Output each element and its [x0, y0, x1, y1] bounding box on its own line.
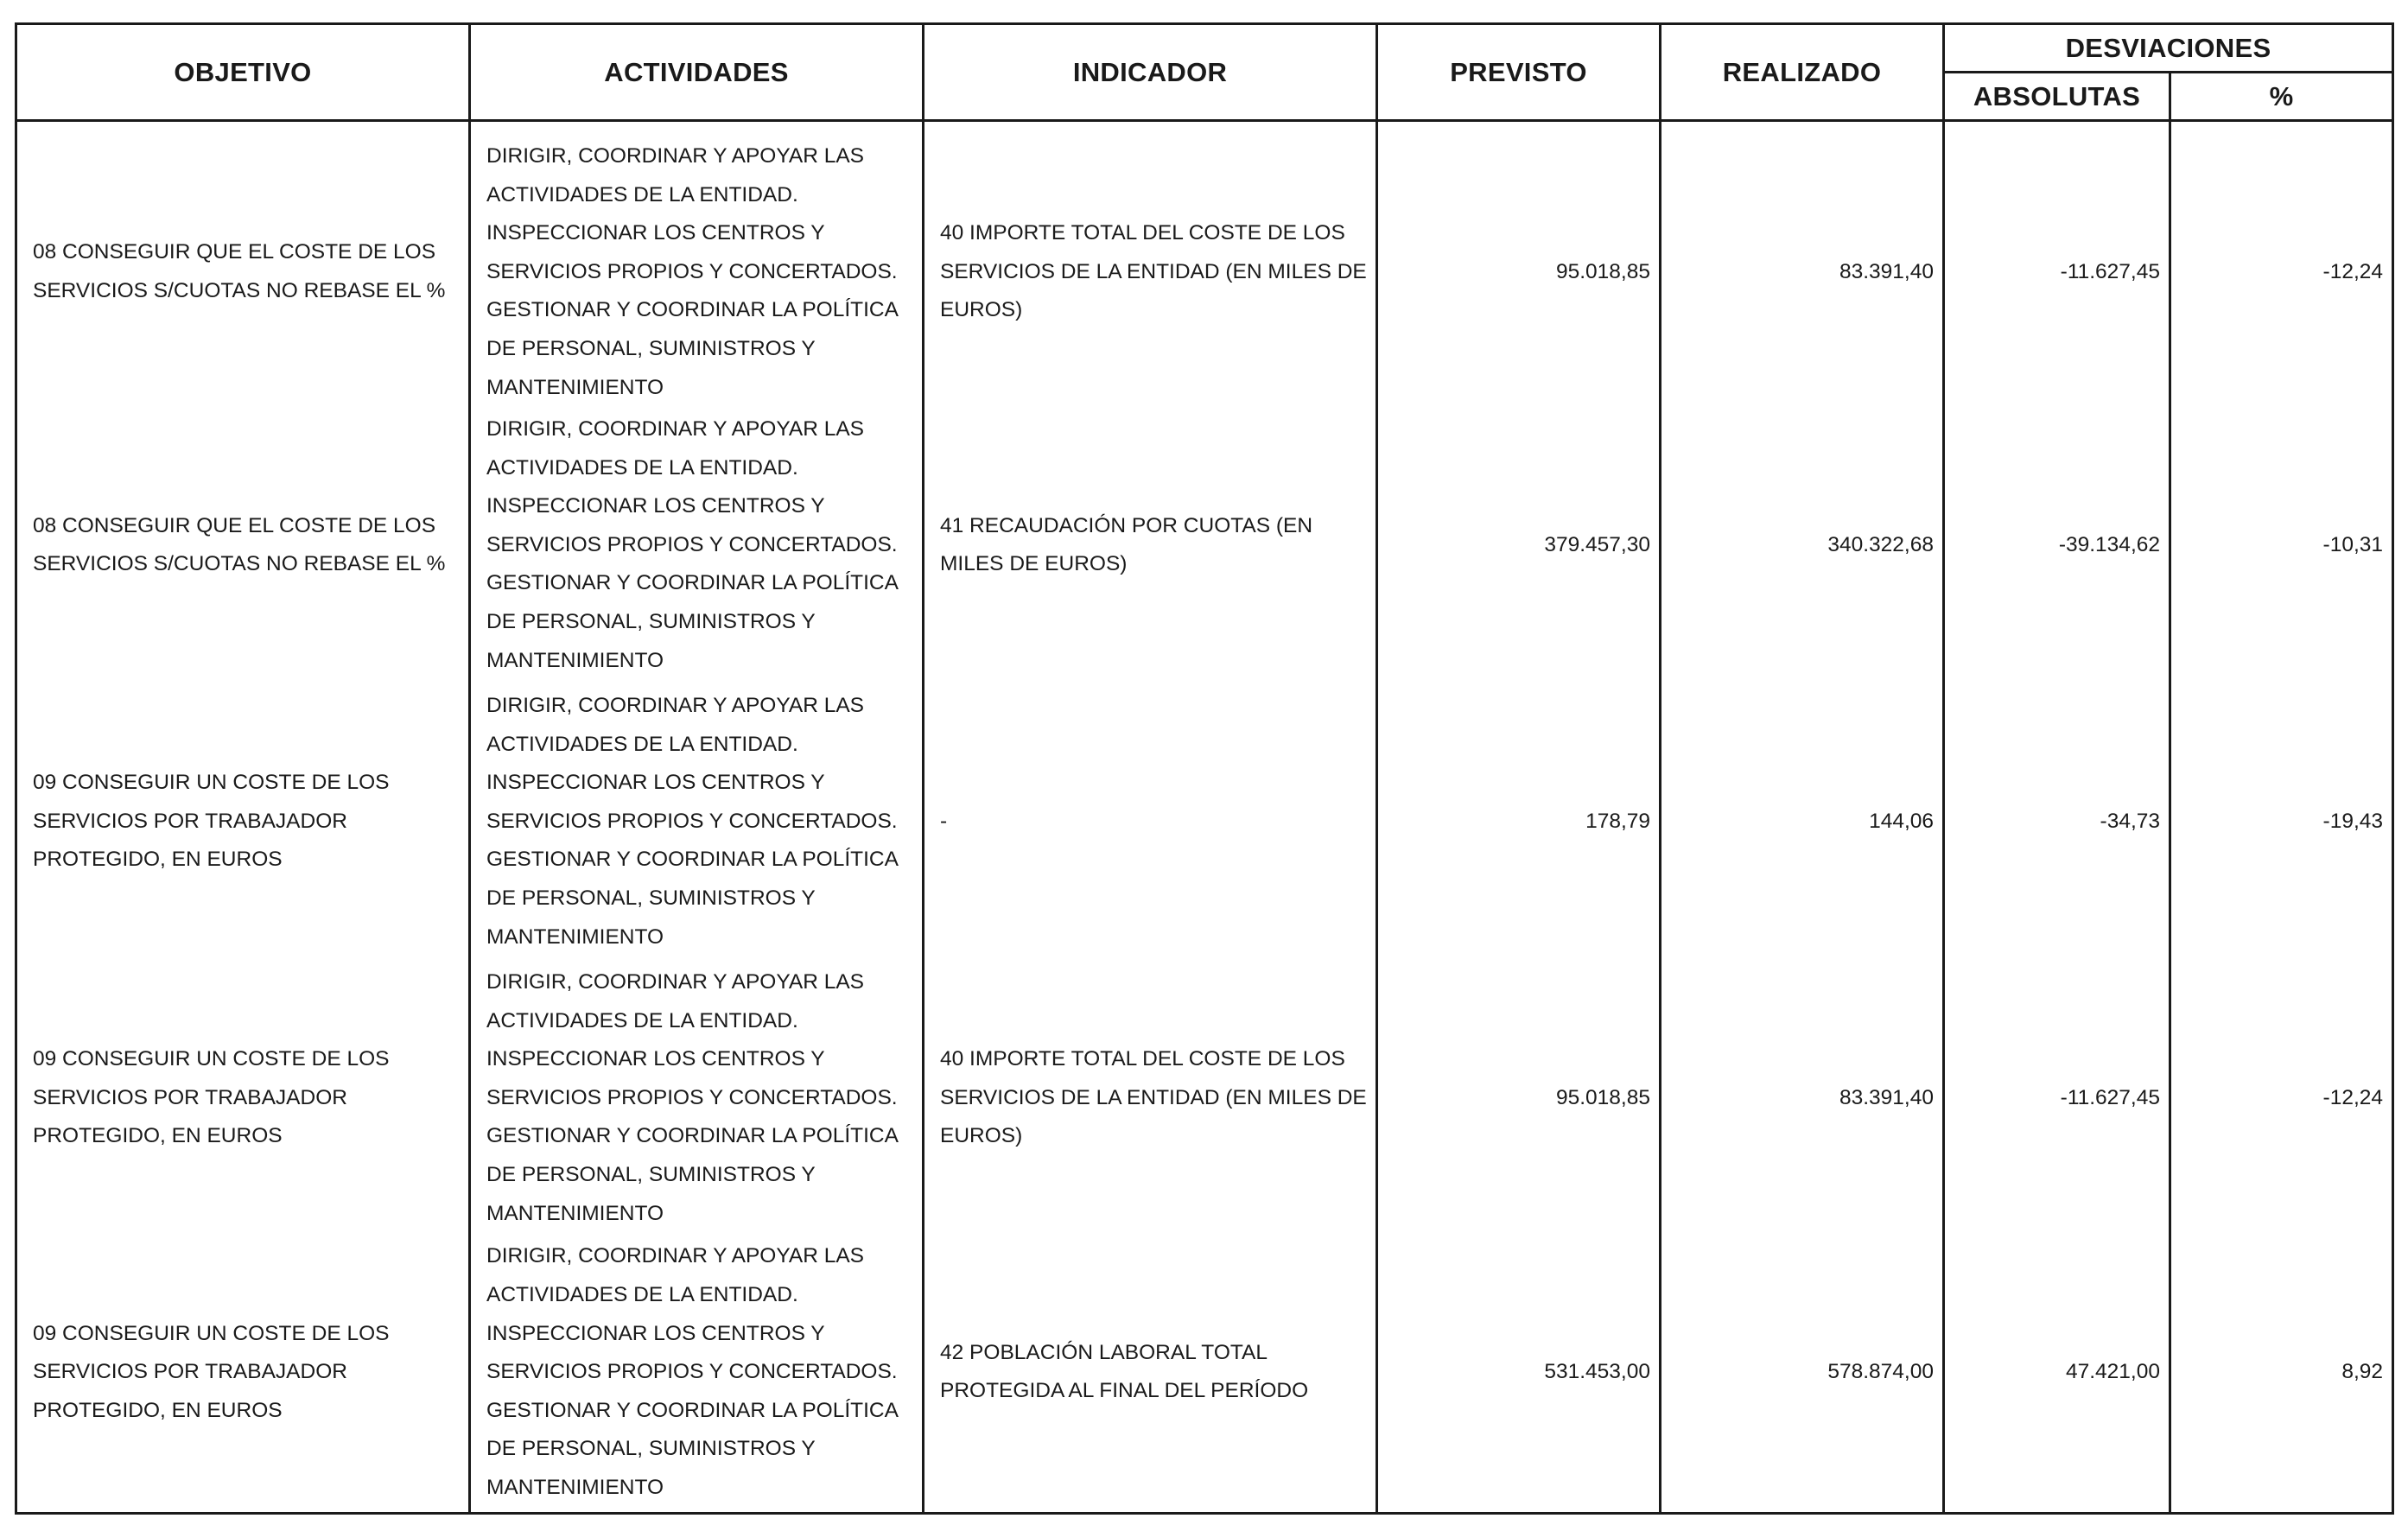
header-actividades: ACTIVIDADES	[470, 24, 924, 121]
cell-previsto: 95.018,85	[1377, 121, 1661, 408]
table-row	[16, 683, 2393, 960]
cell-previsto: 178,79	[1377, 683, 1661, 960]
cell-indicador: 41 RECAUDACIÓN POR CUOTAS (EN MILES DE EUROS)	[924, 407, 1377, 683]
cell-indicador: -	[924, 683, 1377, 960]
table-row	[16, 1236, 2393, 1513]
cell-previsto: 379.457,30	[1377, 407, 1661, 683]
table-row	[16, 121, 2393, 408]
cell-porcentaje: -12,24	[2170, 121, 2393, 408]
table-row	[16, 960, 2393, 1236]
cell-porcentaje: -19,43	[2170, 683, 2393, 960]
cell-porcentaje: -10,31	[2170, 407, 2393, 683]
header-desviaciones: DESVIACIONES	[1944, 24, 2393, 73]
header-indicador: INDICADOR	[924, 24, 1377, 121]
cell-objetivo: 09 CONSEGUIR UN COSTE DE LOS SERVICIOS POR TRABAJADOR PROTEGIDO, EN EUROS	[16, 683, 470, 960]
cell-actividades: DIRIGIR, COORDINAR Y APOYAR LAS ACTIVIDADES DE LA ENTIDAD. INSPECCIONAR LOS CENTROS Y SERVICIOS PROPIOS Y CONCERTADOS. GESTIONAR Y COORDINAR LA POLÍTICA DE PERSONAL, SUMINISTROS Y MANTENIMIENTO	[470, 121, 924, 408]
header-porcentaje: %	[2170, 73, 2393, 121]
cell-realizado: 83.391,40	[1661, 960, 1944, 1236]
cell-objetivo: 08 CONSEGUIR QUE EL COSTE DE LOS SERVICIOS S/CUOTAS NO REBASE EL %	[16, 121, 470, 408]
cell-realizado: 340.322,68	[1661, 407, 1944, 683]
cell-actividades: DIRIGIR, COORDINAR Y APOYAR LAS ACTIVIDADES DE LA ENTIDAD. INSPECCIONAR LOS CENTROS Y SERVICIOS PROPIOS Y CONCERTADOS. GESTIONAR Y COORDINAR LA POLÍTICA DE PERSONAL, SUMINISTROS Y MANTENIMIENTO	[470, 960, 924, 1236]
cell-absolutas: -34,73	[1944, 683, 2170, 960]
cell-previsto: 531.453,00	[1377, 1236, 1661, 1513]
table-body	[16, 121, 2393, 1514]
cell-objetivo: 09 CONSEGUIR UN COSTE DE LOS SERVICIOS POR TRABAJADOR PROTEGIDO, EN EUROS	[16, 960, 470, 1236]
header-row-top	[16, 24, 2393, 73]
header-realizado: REALIZADO	[1661, 24, 1944, 121]
objectives-table	[15, 22, 2394, 1515]
table-row	[16, 407, 2393, 683]
cell-realizado: 83.391,40	[1661, 121, 1944, 408]
header-objetivo: OBJETIVO	[16, 24, 470, 121]
cell-porcentaje: -12,24	[2170, 960, 2393, 1236]
header-absolutas: ABSOLUTAS	[1944, 73, 2170, 121]
cell-actividades: DIRIGIR, COORDINAR Y APOYAR LAS ACTIVIDADES DE LA ENTIDAD. INSPECCIONAR LOS CENTROS Y SERVICIOS PROPIOS Y CONCERTADOS. GESTIONAR Y COORDINAR LA POLÍTICA DE PERSONAL, SUMINISTROS Y MANTENIMIENTO	[470, 1236, 924, 1513]
cell-absolutas: -11.627,45	[1944, 121, 2170, 408]
cell-porcentaje: 8,92	[2170, 1236, 2393, 1513]
cell-actividades: DIRIGIR, COORDINAR Y APOYAR LAS ACTIVIDADES DE LA ENTIDAD. INSPECCIONAR LOS CENTROS Y SERVICIOS PROPIOS Y CONCERTADOS. GESTIONAR Y COORDINAR LA POLÍTICA DE PERSONAL, SUMINISTROS Y MANTENIMIENTO	[470, 407, 924, 683]
cell-absolutas: -11.627,45	[1944, 960, 2170, 1236]
cell-objetivo: 09 CONSEGUIR UN COSTE DE LOS SERVICIOS POR TRABAJADOR PROTEGIDO, EN EUROS	[16, 1236, 470, 1513]
cell-actividades: DIRIGIR, COORDINAR Y APOYAR LAS ACTIVIDADES DE LA ENTIDAD. INSPECCIONAR LOS CENTROS Y SERVICIOS PROPIOS Y CONCERTADOS. GESTIONAR Y COORDINAR LA POLÍTICA DE PERSONAL, SUMINISTROS Y MANTENIMIENTO	[470, 683, 924, 960]
cell-indicador: 40 IMPORTE TOTAL DEL COSTE DE LOS SERVICIOS DE LA ENTIDAD (EN MILES DE EUROS)	[924, 960, 1377, 1236]
table-header	[16, 24, 2393, 121]
cell-absolutas: 47.421,00	[1944, 1236, 2170, 1513]
cell-objetivo: 08 CONSEGUIR QUE EL COSTE DE LOS SERVICIOS S/CUOTAS NO REBASE EL %	[16, 407, 470, 683]
cell-realizado: 144,06	[1661, 683, 1944, 960]
document-page	[15, 22, 2392, 1515]
header-previsto: PREVISTO	[1377, 24, 1661, 121]
cell-indicador: 40 IMPORTE TOTAL DEL COSTE DE LOS SERVICIOS DE LA ENTIDAD (EN MILES DE EUROS)	[924, 121, 1377, 408]
cell-previsto: 95.018,85	[1377, 960, 1661, 1236]
cell-absolutas: -39.134,62	[1944, 407, 2170, 683]
cell-realizado: 578.874,00	[1661, 1236, 1944, 1513]
cell-indicador: 42 POBLACIÓN LABORAL TOTAL PROTEGIDA AL FINAL DEL PERÍODO	[924, 1236, 1377, 1513]
